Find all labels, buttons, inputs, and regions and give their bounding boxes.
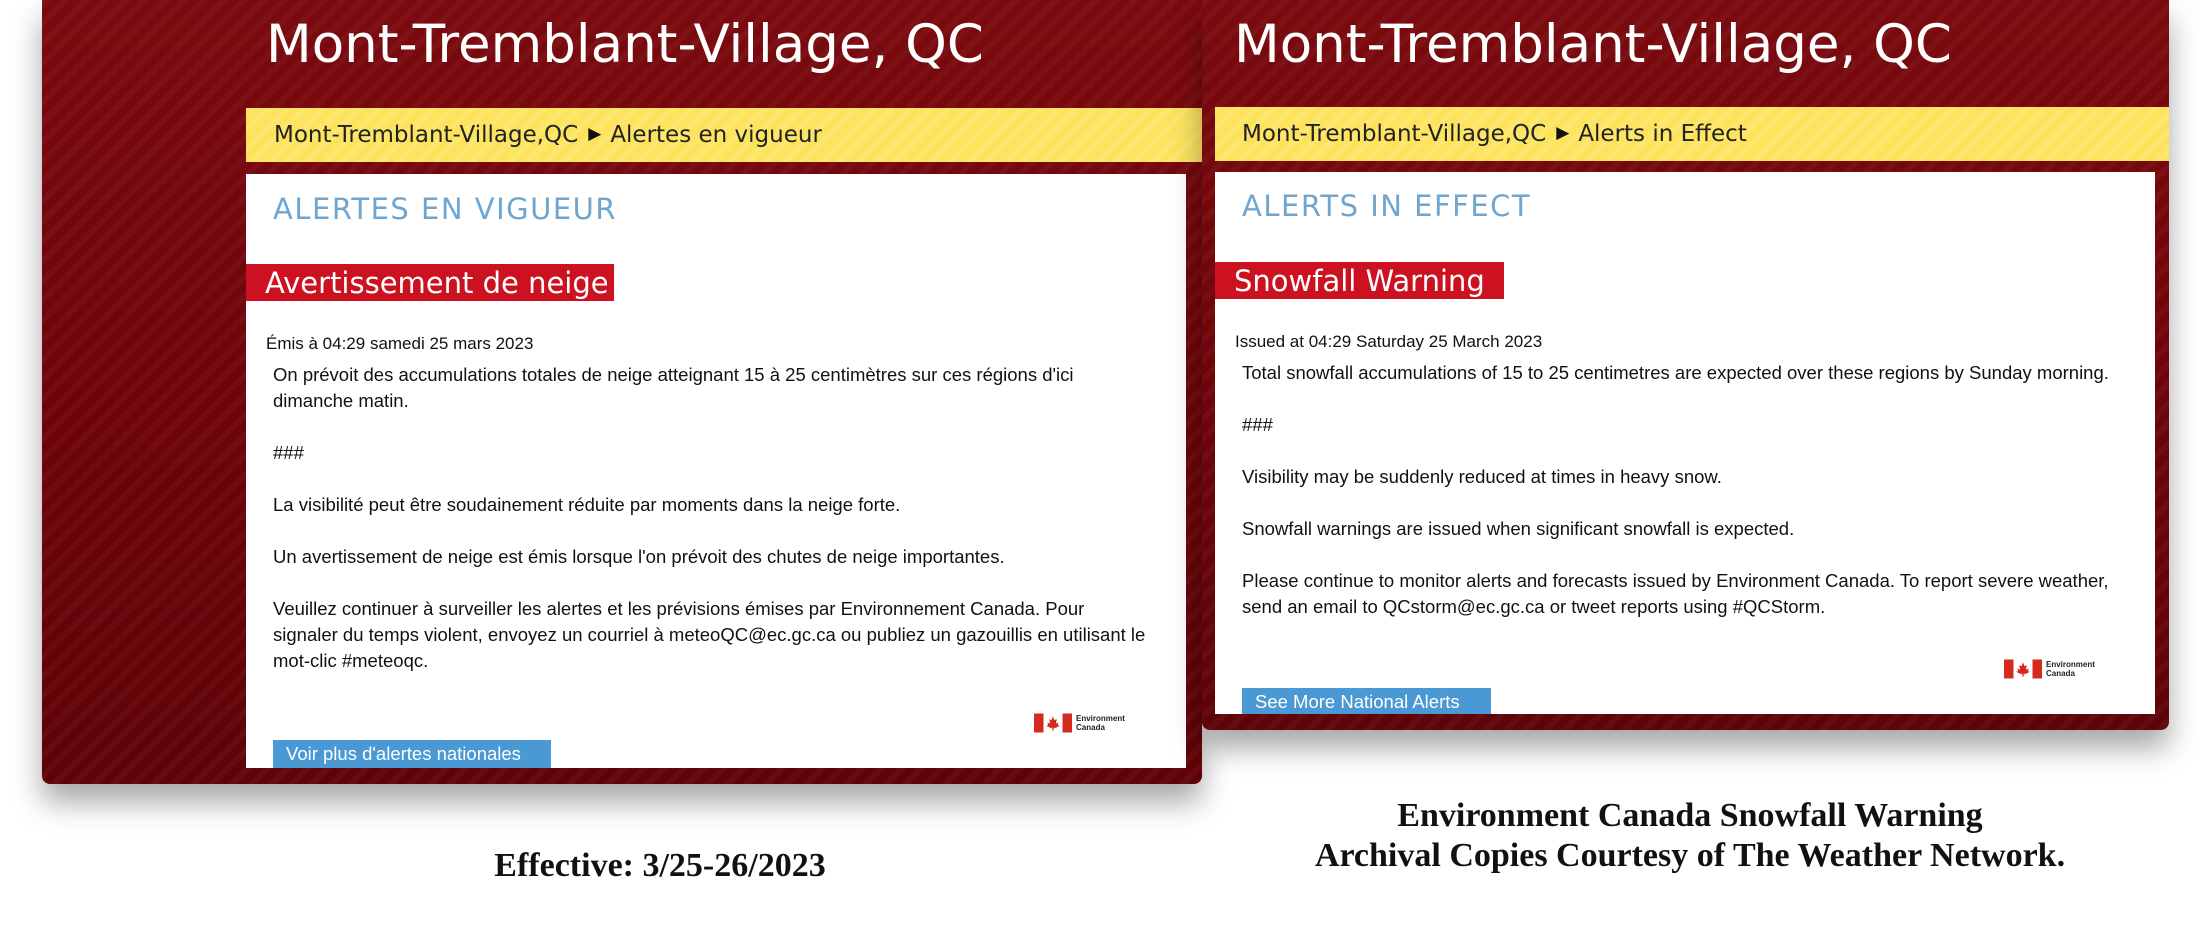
alert-paragraph: Snowfall warnings are issued when significant snowfall is expected. — [1242, 518, 1795, 539]
alert-body — [273, 362, 1153, 700]
issued-timestamp: Issued at 04:29 Saturday 25 March 2023 — [1235, 332, 1543, 351]
play-arrow-icon: ▶ — [588, 124, 602, 144]
logo-word: Canada — [2046, 669, 2075, 678]
canada-flag-icon — [1034, 713, 1072, 733]
alert-paragraph: On prévoit des accumulations totales de neige atteignant 15 à 25 centimètres sur ces régions d'ici dimanche matin. — [273, 364, 1074, 411]
city-title: Mont-Tremblant-Village, QC — [266, 14, 984, 75]
french-alert-panel — [42, 0, 1202, 784]
alert-paragraph: Un avertissement de neige est émis lorsque l'on prévoit des chutes de neige importantes. — [273, 546, 1005, 567]
breadcrumb-current-page: Alertes en vigueur — [610, 122, 822, 148]
breadcrumb-current-page: Alerts in Effect — [1578, 121, 1747, 147]
environment-canada-logo — [1034, 713, 1136, 733]
city-title: Mont-Tremblant-Village, QC — [1234, 14, 1952, 75]
see-more-alerts-button[interactable]: Voir plus d'alertes nationales — [273, 740, 551, 768]
alert-paragraph: Total snowfall accumulations of 15 to 25 centimetres are expected over these regions by Sunday morning. — [1242, 362, 2109, 383]
alert-paragraph: Visibility may be suddenly reduced at times in heavy snow. — [1242, 466, 1722, 487]
logo-word: Canada — [1076, 723, 1105, 732]
alert-body — [1242, 360, 2142, 646]
issued-timestamp: Émis à 04:29 samedi 25 mars 2023 — [266, 334, 534, 353]
canada-flag-icon — [2004, 659, 2042, 679]
archive-caption — [1290, 796, 2090, 876]
alerts-heading: ALERTES EN VIGUEUR — [273, 192, 618, 226]
archive-caption-line: Environment Canada Snowfall Warning — [1397, 797, 1983, 834]
alerts-heading: ALERTS IN EFFECT — [1242, 189, 1532, 223]
see-more-alerts-button[interactable]: See More National Alerts — [1242, 688, 1491, 714]
alert-content — [246, 174, 1186, 768]
breadcrumb — [1215, 107, 2169, 161]
logo-wordmark — [1076, 714, 1136, 732]
alert-paragraph: ### — [1242, 414, 1273, 435]
logo-wordmark — [2046, 660, 2106, 678]
breadcrumb-location-link[interactable]: Mont-Tremblant-Village,QC — [1242, 121, 1547, 147]
archive-caption-line: Archival Copies Courtesy of The Weather Network. — [1314, 837, 2066, 874]
play-arrow-icon: ▶ — [1556, 123, 1570, 143]
breadcrumb-location-link[interactable]: Mont-Tremblant-Village,QC — [274, 122, 579, 148]
alert-paragraph: La visibilité peut être soudainement réduite par moments dans la neige forte. — [273, 494, 901, 515]
logo-word: Environment — [2046, 660, 2095, 669]
alert-content — [1215, 172, 2155, 714]
logo-word: Environment — [1076, 714, 1125, 723]
alert-paragraph: ### — [273, 442, 304, 463]
alert-paragraph: Veuillez continuer à surveiller les alertes et les prévisions émises par Environnement Canada. Pour signaler du temps violent, envoyez un courriel à meteoQC@ec.gc.ca ou publiez un gazouillis en utilisant le mot-clic #meteoqc. — [273, 598, 1146, 671]
alert-paragraph: Please continue to monitor alerts and forecasts issued by Environment Canada. To report severe weather, send an email to QCstorm@ec.gc.ca or tweet reports using #QCStorm. — [1242, 570, 2109, 617]
warning-title: Snowfall Warning — [1215, 262, 1504, 299]
breadcrumb — [246, 108, 1202, 162]
effective-date-caption: Effective: 3/25-26/2023 — [494, 847, 826, 884]
environment-canada-logo — [2004, 659, 2106, 679]
warning-title: Avertissement de neige — [246, 264, 614, 301]
english-alert-panel — [1202, 0, 2169, 730]
